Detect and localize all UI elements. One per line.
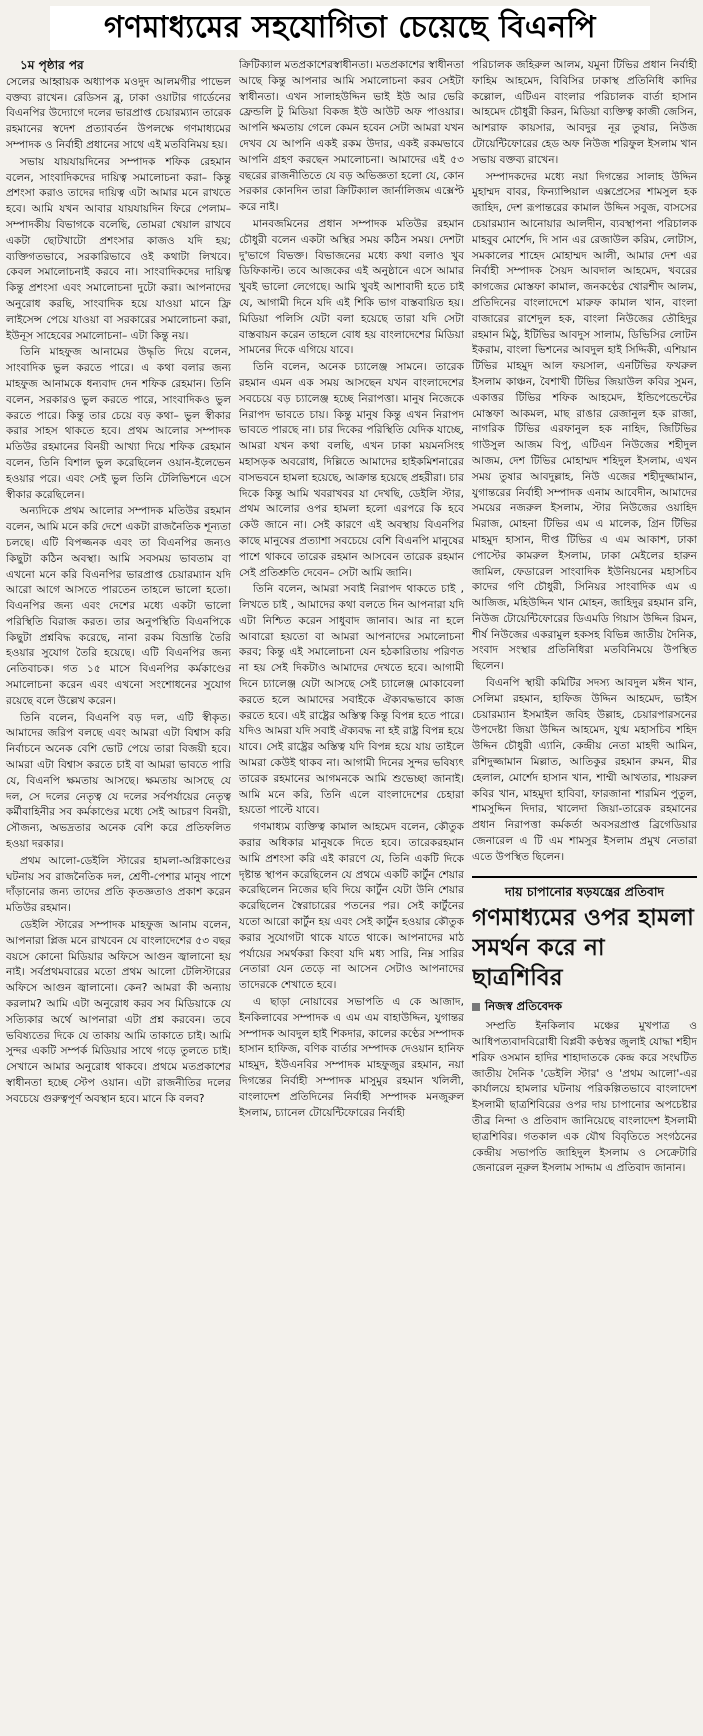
column-1 [6, 58, 231, 1730]
paragraph: বিএনপি স্থায়ী কমিটির সদস্য আবদুল মঈন খান, সেলিমা রহমান, হাফিজ উদ্দিন আহমেদ, ভাইস চেয়ারম্যান ইসমাইল জবিহ উল্লাহ, চেয়ারপারসনের উপদেষ্টা জিয়া উদ্দিন আহমেদ, যুগ্ম মহাসচিব শহিদ উদ্দিন চৌধুরী এ্যানি, কেন্দ্রীয় নেতা মাহদী আমিন, রশিদুজ্জামান মিল্লাত, আতিকুর রহমান রুমন, মীর হেলাল, মোর্শেদ হাসান খান, শাম্মী আখতার, শায়রুল কবির খান, মাহমুদা হাবিবা, ফারজানা শারমিন পুতুল, শামসুদ্দিন দিদার, খালেদা জিয়া-তারেক রহমানের প্রধান নিরাপত্তা কর্মকর্তা অবসরপ্রাপ্ত ব্রিগেডিয়ার জেনারেল এ টি এম শামসুর ইসলাম প্রমুখ নেতারা এতে উপস্থিত ছিলেন। [472, 677, 697, 863]
side-story-body: সম্প্রতি ইনকিলাব মঞ্চের মুখপাত্র ও আধিপত্যবাদবিরোধী বিপ্লবী কণ্ঠস্বর জুলাই যোদ্ধা শহীদ শরিফ ওসমান হাদির শাহাদাতকে কেন্দ্র করে সংঘটিত জাতীয় দৈনিক 'ডেইলি স্টার' ও 'প্রথম আলো'-এর কার্যালয়ে হামলার ঘটনায় পরিকল্পিতভাবে বাংলাদেশ ইসলামী ছাত্রশিবিরের ওপর দায় চাপানোর অপচেষ্টার তীব্র নিন্দা ও প্রতিবাদ জানিয়েছে বাংলাদেশ ইসলামী ছাত্রশিবির। গতকাল এক যৌথ বিবৃতিতে সংগঠনের কেন্দ্রীয় সভাপতি জাহিদুল ইসলাম ও সেক্রেটারি জেনারেল নূরুল ইসলাম সাদ্দাম এ প্রতিবাদ জানান। [472, 1020, 697, 1175]
paragraph: অন্যদিকে প্রথম আলোর সম্পাদক মতিউর রহমান বলেন, আমি মনে করি দেশে একটা রাজনৈতিক শূন্যতা চলছে। এটি বিপজ্জনক এবং তা বিএনপির জন্যও কিছুটা কঠিন অবস্থা। আমি সবসময় ভাবতাম বা এখনো মনে করি বিএনপির ভারপ্রাপ্ত চেয়ারম্যান যদি আরো আগে আসতে পারতেন তাহলে ভালো হতো। বিএনপির জন্য এবং দেশের মধ্যে একটা ভালো পরিস্থিতি বিরাজ করত। তার অনুপস্থিতি বিএনপিকে কিছুটা প্রশ্নবিদ্ধ করেছে, নানা রকম বিভ্রান্তি তৈরি হওয়ার সুযোগ তৈরি হয়েছে। এটি বিএনপির জন্য নেতিবাচক। গত ১৫ মাসে বিএনপির কর্মকাণ্ডের সমালোচনা করেন এবং এখনো সংশোধনের সুযোগ রয়েছে বলে উল্লেখ করেন। [6, 505, 231, 707]
byline [472, 999, 697, 1015]
paragraph: সম্পাদকদের মধ্যে নয়া দিগন্তের সালাহ উদ্দিন মুহাম্মদ বাবর, ফিন্যান্সিয়াল এক্সপ্রেসের শামসুল হক জাহিদ, দেশ রূপান্তরের কামাল উদ্দিন সবুজ, বাসসের চেয়ারম্যান আনোয়ার আলদীন, ব্যবস্থাপনা পরিচালক মাহবুব মোর্শেদ, দি সান এর রেজাউল করিম, লোটাস, সমকালের শাহেদ মোহাম্মদ আলী, আমার দেশ এর নির্বাহী সম্পাদক সৈয়দ আবদাল আহমেদ, খবরের কাগজের মোস্তফা কামাল, জনকণ্ঠের খোরশীদ আলম, প্রতিদিনের বাংলাদেশে মারুফ কামাল খান, বাংলা বাজারের রাশেদুল হক, বাংলা নিউজের তৌহিদুর রহমান মিঠু, ইটিভির আবদুস সালাম, ডিভিসির লোটন ইকরাম, বাংলা ভিশনের আবদুল হাই সিদ্দিকী, এশিয়ান টিভির মাহমুদ আল ফয়সাল, এনটিভির ফখরুল ইসলাম কাঞ্চন, বৈশাখী টিভির জিয়াউল কবির সুমন, একাত্তর টিভির শফিক আহমেদ, ইন্ডিপেন্ডেন্টের মোস্তফা আকমল, মাছ রাঙার রেজানুল হক রাজা, নাগরিক টিভির এরফানুল হক নাহিদ, জিটিভির গাউসুল আজম বিপু, এটিএন নিউজের শহীদুল আজম, দেশ টিভির মোহাম্মদ শহিদুল ইসলাম, এখন সময় তুষার আবদুল্লাহ, নিউ এজের শহীদুজ্জামান, যুগান্তরের নির্বাহী সম্পাদক এনাম আবেদীন, আমাদের সময়ের নজরুল ইসলাম, স্টার নিউজের ওয়াহিদ মিরাজ, মোহনা টিভির এম এ মালেক, গ্রিন টিভির মাহমুদ হাসান, দীপ্ত টিভির এ এম আকাশ, ঢাকা পোস্টের কামরুল ইসলাম, ঢাকা মেইলের হারুন জামিল, ফেডারেল সাংবাদিক ইউনিয়নের মহাসচিব কাদের গণি চৌধুরী, সিনিয়র সাংবাদিক এম এ আজিজ, মহিউদ্দিন খান মোহন, জাহিদুর রহমান রনি, নিউজ টোয়েন্টিফোরের ডিএমডি গিয়াস উদ্দিন রিমন, শীর্ষ নিউজের একরামুল হকসহ বিভিন্ন জাতীয় দৈনিক, সংবাদ সংস্থার প্রতিনিধিরা মতবিনিময়ে উপস্থিত ছিলেন। [472, 170, 697, 673]
paragraph: তিনি বলেন, বিএনপি বড় দল, এটি স্বীকৃত। আমাদের জরিপ বলছে এবং আমরা এটা বিশ্বাস করি নির্বাচনে অনেক বেশি ভোট পেয়ে তারা বিজয়ী হবে। আমরা এটা বিশ্বাস করতে চাই বা আমরা ভাবতে পারি যে, বিএনপি ক্ষমতায় আসছে। ক্ষমতায় আসছে যে দল, সে দলের নেতৃত্ব যে দলের সর্বপর্যায়ের নেতৃত্ব কর্মীবাহিনীর সব কর্মকাণ্ডের মধ্যে সেই আচরণ বিনয়ী, সৌজন্য, অভদ্রতার অনেক বেশি করে প্রতিফলিত হওয়া দরকার। [6, 711, 231, 851]
side-story-headline: গণমাধ্যমের ওপর হামলা সমর্থন করে না ছাত্রশিবির [472, 905, 694, 992]
paragraph: ডেইলি স্টারের সম্পাদক মাহফুজ আনাম বলেন, আপনারা প্লিজ মনে রাখবেন যে বাংলাদেশের ৫৩ বছর বয়সে কোনো মিডিয়ার অফিসে আগুন জ্বালানো হয় নাই। সর্বপ্রথমবারের মতো প্রথম আলো টেলিস্টারের অফিসে আগুন জ্বালানো। কেন? আমরা কী অন্যায় করলাম? আমি এটা অনুরোধ করব সব মিডিয়াকে যে সত্যিকার অর্থে আপনারা এটা প্রশ্ন করবেন। তবে ভবিষ্যতের দিকে যে তাকায় আমি তাকাতে চাই। আমি সুন্দর একটি সম্পর্ক মিডিয়ার সাথে গড়ে তুলতে চাই। সেখানে আমার অনুরোধ থাকবে। প্রথমে মতপ্রকাশের স্বাধীনতা হচ্ছে স্টেপ ওয়ান। এটা রাজনীতির দলের সবচেয়ে গুরুত্বপূর্ণ অবস্থান হবে। মানে কি বলব? [6, 919, 231, 1105]
side-story-kicker: দায় চাপানোর ষড়যন্ত্রের প্রতিবাদ [504, 883, 665, 899]
paragraph: গণমাধ্যম ব্যক্তিত্ব কামাল আহমেদ বলেন, কৌতুক করার অধিকার মানুষকে দিতে হবে। তারেকরহমান আমি প্রশংসা করি এই কারণে যে, তিনি একটি দিকে দৃষ্টান্ত স্থাপন করেছিলেন যে প্রথমে একটি কার্টুন শেয়ার করেছিলেন নিজের ছবি দিয়ে কার্টুন যেটা উনি শেয়ার করেছিলেন স্বৈরাচারের পতনের পর। সেই কার্টুনের যতো আরো কার্টুন হয় এবং সেই কার্টুন হওয়ার কৌতুক করার সুযোগটা থাকে যাতে থাকে। আপনাদের মাঠ পর্যায়ের সমর্থকরা কিংবা যদি মধ্য সারি, নিম্ন সারির নেতারা যেন তেড়ে না আসেন সেটাও আপনাদের তাদেরকে শেখাতে হবে। [239, 821, 464, 992]
side-story [472, 876, 697, 1178]
paragraph: মানবজমিনের প্রধান সম্পাদক মতিউর রহমান চৌধুরী বলেন একটা অস্থির সময় কঠিন সময়। দেশটা দু'ভাগে বিভক্ত। বিভাজনের মধ্যে কথা বলাও খুব ডিফিকাল্ট। তবে আজকের এই অনুষ্ঠানে এসে আমার খুবই ভালো লেগেছে। আমি খুবই আশাবাদী হতে চাই যে, আগামী দিনে যদি এই শিকি ভাগ বাস্তবায়িত হয়। মিডিয়া পলিসি যেটা বলা হয়েছে তারা যদি সেটা বাস্তবায়ন করেন তাহলে বোধ হয় বাংলাদেশের মিডিয়া সামনের দিকে এগিয়ে যাবে। [239, 217, 464, 357]
paragraph: তিনি বলেন, অনেক চ্যালেঞ্জ সামনে। তারেক রহমান এমন এক সময় আসছেন যখন বাংলাদেশের সবচেয়ে বড় চ্যালেঞ্জ হচ্ছে নিরাপত্তা। মানুষ নিজেকে নিরাপদ ভাবতে চায়। কিন্তু মানুষ কিন্তু এখন নিরাপদ ভাবতে পারছে না। চার দিকের পরিস্থিতি যেদিক যাচ্ছে, আমরা যখন কথা বলছি, এখন ঢাকা ময়মনসিংহ মহাসড়ক অবরোধ, দিল্লিতে আমাদের হাইকমিশনারের বাসভবনে হামলা হয়েছে, আক্রান্ত হয়েছে প্রহরীরা। চার দিকে কিন্তু আমি খবরাখবর যা দেখছি, ডেইলি স্টার, প্রথম আলোর ওপর হামলা হলো এরপরে কি হবে কেউ জানে না। সেই কারণে এই অবস্থায় বিএনপির কাছে মানুষের প্রত্যাশা সবচেয়ে বেশি বিএনপি মানুষের পাশে থাকবে তারেক রহমান আসবেন তারেক রহমান সেই প্রতিশ্রুতি দেবেন– সেটা আমি জানি। [239, 361, 464, 579]
column-3 [472, 58, 697, 1730]
paragraph: এ ছাড়া নোয়াবের সভাপতি এ কে আজাদ, ইনকিলাবের সম্পাদক এ এম এম বাহাউদ্দিন, যুগান্তর সম্পাদক আবদুল হাই শিকদার, কালের কণ্ঠের সম্পাদক হাসান হাফিজ, বণিক বার্তার সম্পাদক দেওয়ান হানিফ মাহমুদ, ইউএনবির সম্পাদক মাহফুজুর রহমান, নয়া দিগন্তের নির্বাহী সম্পাদক মাসুমুর রহমান খলিলী, বাংলাদেশ প্রতিদিনের নির্বাহী সম্পাদক মনজুরুল ইসলাম, চ্যানেল টোয়েন্টিফোরের নির্বাহী [239, 996, 464, 1119]
paragraph: তিনি বলেন, আমরা সবাই নিরাপদ থাকতে চাই , লিখতে চাই , আমাদের কথা বলতে দিন আপনারা যদি এটা নিশ্চিত করেন সাধুবাদ জানাব। আর না হলে আবারো হয়তো বা আমরা আপনাদের সমালোচনা করব; কিন্তু এই সমালোচনা যেন হঠকারিতায় পরিণত না হয় সেই দিকটাও আমাদের দেখতে হবে। আগামী দিনে চ্যালেঞ্জ যেটা আসছে সেই চ্যালেঞ্জ মোকাবেলা করতে হলে আমাদের সবাইকে ঐক্যবদ্ধভাবে কাজ করতে হবে। এই রাষ্ট্রের অস্তিত্ব কিন্তু বিপন্ন হতে পারে। যদিও আমরা যদি সবাই ঐক্যবদ্ধ না হই রাষ্ট্র বিপন্ন হয়ে যাবে। সেই রাষ্ট্রের অস্তিত্ব যদি বিপন্ন হয়ে যায় তাইলে আমরা কেউই থাকব না। আগামী দিনের সুন্দর ভবিষ্যৎ তারেক রহমানের আগমনকে আমি শুভেচ্ছা জানাই। আমি মনে করি, তিনি এলে বাংলাদেশের চেহারা হয়তো পাল্টে যাবে। [239, 583, 464, 817]
paragraph: ক্রিটিক্যাল মতপ্রকাশেরস্বাধীনতা। মতপ্রকাশের স্বাধীনতা আছে কিন্তু আপনার আমি সমালোচনা করব সেইটা স্বাধীনতা। এখন সালাহউদ্দিন ভাই ইউ আর ভেরি ফ্রেন্ডলি টু মিডিয়া বিকজ ইউ আউট অফ পাওয়ার। আপনি ক্ষমতায় গেলে কেমন হবেন সেটা আমরা যখন দেখব যে আপনি একই রকম উদার, একই রকমভাবে আপনি গ্রহণ করছেন সমালোচনা। আমাদের এই ৫৩ বছরের রাজনীতিতে যে বড় অভিজ্ঞতা হলো যে, কোন সরকার কোনদিন তারা ক্রিটিক্যাল জার্নালিজম এক্সেপ্ট করে নাই। [239, 59, 464, 214]
paragraph: পরিচালক জহিরুল আলম, যমুনা টিভির প্রধান নির্বাহী ফাহিম আহমেদ, বিবিসির ঢাকাস্থ প্রতিনিধি কাদির কল্লোল, এটিএন বাংলার পরিচালক বার্তা হাসান আহমেদ চৌধুরী কিরন, মিডিয়া ব্যক্তিত্ব কাজী জেসিন, আশরাফ কায়সার, আবদুর নূর তুষার, নিউজ টোয়েন্টিফোরের হেড অফ নিউজ শরিফুল ইসলাম খান সভায় বক্তব্য রাখেন। [472, 59, 697, 166]
byline-text: নিজস্ব প্রতিবেদক [485, 999, 563, 1014]
article-columns [6, 58, 697, 1730]
paragraph: প্রথম আলো-ডেইলি স্টারের হামলা-অগ্নিকাণ্ডের ঘটনায় সব রাজনৈতিক দল, শ্রেণী-পেশার মানুষ পাশে দাঁড়ানোর জন্য তাদের প্রতি কৃতজ্ঞতাও প্রকাশ করেন মতিউর রহমান। [6, 854, 231, 915]
page-headline: গণমাধ্যমের সহযোগিতা চেয়েছে বিএনপি [103, 9, 597, 45]
column-2 [239, 58, 464, 1730]
headline-banner [50, 6, 650, 50]
paragraph: সভায় যায়যায়দিনের সম্পাদক শফিক রেহমান বলেন, সাংবাদিকদের দায়িত্ব সমালোচনা করা– কিন্তু প্রশংসা করাও তাদের দায়িত্ব এটা আমার মনে রাখতে হবে। আমি যখন আবার যায়যায়দিন ফিরে পেলাম– সম্পাদকীয় বিভাগকে বলেছি, তোমরা খেয়াল রাখবে একটা ছোটখাটো প্রশংসার কাজও যদি হয়; ব্যক্তিগতভাবে, সরকারিভাবে ওই কথাটা লিখবে। কেবল সমালোচনাই করবে না। সাংবাদিকদের দায়িত্ব কিন্তু প্রশংসা এবং সমালোচনা দুটো করা। আপনাদের অনুরোধ করছি, সাংবাদিক হয়ে যাওয়া মানে ফ্রি লাইসেন্স পেয়ে যাওয়া বা সরকারের সমালোচনা করা, ইউনূস সাহেবের সমালোচনা– এটা কিন্তু নয়। [6, 155, 231, 342]
square-bullet-icon [472, 1003, 480, 1011]
paragraph: সেলের আহ্বায়ক অধ্যাপক মওদুদ আলমগীর পাভেল বক্তব্য রাখেন। রেডিসন ব্লু, ঢাকা ওয়াটার গার্ডেনের বিএনপির উদ্যোগে দলের ভারপ্রাপ্ত চেয়ারম্যান তারেক রহমানের স্বদেশ প্রত্যাবর্তন উপলক্ষে গণমাধ্যমের সম্পাদক ও নির্বাহী প্রধানের সাথে এই মতবিনিময় হয়। [6, 75, 231, 151]
paragraph: তিনি মাহফুজ আনামের উদ্ধৃতি দিয়ে বলেন, সাংবাদিক ভুল করতে পারে। এ কথা বলার জন্য মাহফুজ আনামকে ধন্যবাদ দেন শফিক রেহমান। তিনি বলেন, সরকারও ভুল করতে পারে, সাংবাদিকও ভুল করতে পারে। কিন্তু তার চেয়ে বড় কথা– ভুল স্বীকার করার সাহস থাকতে হবে। প্রথম আলোর সম্পাদক মতিউর রহমানের বিনয়ী আখ্যা দিয়ে শফিক রেহমান বলেন, তিনি বিশাল ভুল করেছিলেন ওয়ান-ইলেভেন হওয়ার পরে। এবং সেই ভুল তিনি টেলিভিশনে এসে স্বীকার করেছিলেন। [6, 346, 231, 501]
continuation-label: ১ম পৃষ্ঠার পর [20, 58, 84, 72]
